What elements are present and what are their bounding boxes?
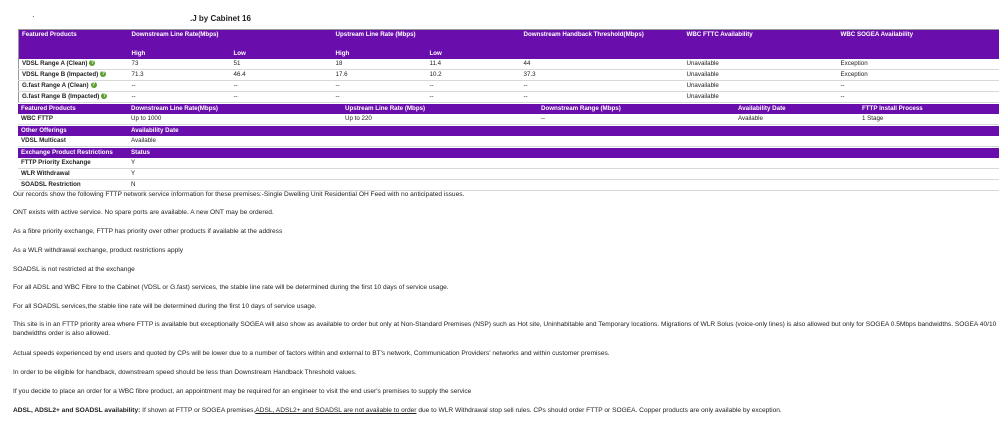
table-cell: Unavailable <box>684 81 838 92</box>
column-header: FTTP Install Process <box>859 104 999 114</box>
table-cell: 71.3 <box>129 70 231 81</box>
note-paragraph: This site is in an FTTP priority area where FTTP is available but exceptionally SOGEA will also show as available to order but only at Non-Standard Premises (NSP) such as Hot site, Uninhabitable and Temporary locations. Migrations of WLR Solus (voice-only lines) is also allowed but only for SOGEA 0.5Mbps bandwidths. SOGEA 40/10 bandwidths order is also allowed. <box>13 321 997 337</box>
column-header: Status <box>128 148 999 158</box>
other-offerings-header <box>18 126 999 136</box>
note-paragraph: If you decide to place an order for a WBC fibre product, an appointment may be required for an engineer to visit the end user's premises to supply the service <box>13 388 472 395</box>
column-header: Upstream Line Rate (Mbps) <box>342 104 538 114</box>
table-cell: Y <box>128 158 999 169</box>
table-cell: N <box>128 180 999 191</box>
table-cell: 1 Stage <box>859 114 999 125</box>
table-cell: -- <box>521 92 684 103</box>
table-cell: 11.4 <box>427 59 521 70</box>
note-paragraph: SOADSL is not restricted at the exchange <box>13 266 135 273</box>
table-cell: -- <box>838 92 999 103</box>
note-paragraph: Our records show the following FTTP network service information for these premises:-Single Dwelling Unit Residential OH Feed with no anticipated issues. <box>13 191 465 198</box>
subheader-cell <box>521 49 684 59</box>
table-cell: 37.3 <box>521 70 684 81</box>
table-row <box>18 169 999 180</box>
product-name: VDSL Range B (Impacted) <box>22 71 99 78</box>
column-header: Featured Products <box>18 104 128 114</box>
restrictions-table <box>18 148 999 191</box>
table-cell: -- <box>129 81 231 92</box>
table-cell: Exception <box>838 59 999 70</box>
table-cell: Unavailable <box>684 59 838 70</box>
info-circle-icon[interactable]: ? <box>101 71 105 78</box>
table-row <box>18 158 999 169</box>
note-paragraph: As a WLR withdrawal exchange, product restrictions apply <box>13 247 184 254</box>
column-header: Other Offerings <box>18 126 128 136</box>
subheader-cell <box>684 49 838 59</box>
column-header: Downstream Line Rate(Mbps) <box>128 104 342 114</box>
subheader-cell: High <box>129 49 231 59</box>
info-circle-icon[interactable]: ? <box>102 93 106 100</box>
page-title: .J by Cabinet 16 <box>190 14 251 23</box>
column-header: Upstream Line Rate (Mbps) <box>333 30 427 50</box>
product-name: VDSL Range A (Clean) <box>22 60 88 67</box>
table-cell: 10.2 <box>427 70 521 81</box>
table-cell: -- <box>521 81 684 92</box>
products-table-header <box>19 30 999 50</box>
table-cell: WBC FTTP <box>18 114 128 125</box>
table-row <box>18 136 999 147</box>
table-cell: FTTP Priority Exchange <box>18 158 128 169</box>
table-cell: -- <box>427 92 521 103</box>
table-row <box>19 92 999 103</box>
subheader-cell <box>19 49 129 59</box>
column-header: WBC FTTC Availability <box>684 30 838 50</box>
table-row <box>19 81 999 92</box>
table-cell: -- <box>333 81 427 92</box>
table-cell: -- <box>427 81 521 92</box>
note-paragraph: As a fibre priority exchange, FTTP has priority over other products if available at the address <box>13 228 283 235</box>
subheader-cell: Low <box>427 49 521 59</box>
table-cell: -- <box>333 92 427 103</box>
subheader-cell <box>838 49 999 59</box>
info-circle-icon[interactable]: ? <box>92 82 96 89</box>
table-cell: -- <box>231 81 333 92</box>
table-cell: 18 <box>333 59 427 70</box>
table-cell: Available <box>128 136 999 147</box>
table-cell: 46.4 <box>231 70 333 81</box>
column-header: Downstream Line Rate(Mbps) <box>129 30 231 50</box>
table-cell: 73 <box>129 59 231 70</box>
note-paragraph: For all ADSL and WBC Fibre to the Cabinet (VDSL or G.fast) services, the stable line rate will be determined during the first 10 days of service usage. <box>13 284 449 291</box>
column-header <box>231 30 333 50</box>
table-cell: Unavailable <box>684 70 838 81</box>
subheader-cell: Low <box>231 49 333 59</box>
adsl-availability-note: ADSL, ADSL2+ and SOADSL availability: If shown at FTTP or SOGEA premises,ADSL, ADSL2+ and SOADSL are not available to order due to WLR Withdrawal stop sell rules. CPs should order FTTP or SOGEA. Copper products are only available by exception. <box>13 407 782 414</box>
column-header: Downstream Handback Threshold(Mbps) <box>521 30 684 50</box>
product-name: G.fast Range B (Impacted) <box>22 93 100 100</box>
table-row <box>18 114 999 125</box>
table-cell: -- <box>231 92 333 103</box>
table-cell: 17.6 <box>333 70 427 81</box>
note-paragraph: ONT exists with active service. No spare ports are available. A new ONT may be ordered. <box>13 209 274 216</box>
fttp-table-header <box>18 104 999 114</box>
column-header: Downstream Range (Mbps) <box>538 104 735 114</box>
column-header <box>427 30 521 50</box>
table-cell: 44 <box>521 59 684 70</box>
table-row <box>19 70 999 81</box>
table-cell: Unavailable <box>684 92 838 103</box>
table-row <box>18 180 999 191</box>
fttp-table <box>18 104 999 125</box>
restrictions-header <box>18 148 999 158</box>
other-offerings-table <box>18 126 999 147</box>
table-cell: -- <box>538 114 735 125</box>
products-table <box>18 29 999 103</box>
note-paragraph: For all SOADSL services,the stable line rate will be determined during the first 10 days of service usage. <box>13 303 317 310</box>
column-header: Exchange Product Restrictions <box>18 148 128 158</box>
table-cell: SOADSL Restriction <box>18 180 128 191</box>
subheader-cell: High <box>333 49 427 59</box>
column-header: Featured Products <box>19 30 129 50</box>
table-cell: Exception <box>838 70 999 81</box>
column-header: Availability Date <box>735 104 859 114</box>
table-cell: Up to 220 <box>342 114 538 125</box>
table-cell: Y <box>128 169 999 180</box>
table-cell: 51 <box>231 59 333 70</box>
table-cell: -- <box>838 81 999 92</box>
info-circle-icon[interactable]: ? <box>90 60 94 67</box>
table-cell: WLR Withdrawal <box>18 169 128 180</box>
table-cell: Available <box>735 114 859 125</box>
table-cell: VDSL Multicast <box>18 136 128 147</box>
products-table-subheader <box>19 49 999 59</box>
note-paragraph: Actual speeds experienced by end users and quoted by CPs will be lower due to a number of factors within and external to BT's network, Communication Providers' networks and within customer premises. <box>13 350 610 357</box>
table-cell: Up to 1000 <box>128 114 342 125</box>
table-cell: -- <box>129 92 231 103</box>
column-header: WBC SOGEA Availability <box>838 30 999 50</box>
product-name: G.fast Range A (Clean) <box>22 82 89 89</box>
column-header: Availability Date <box>128 126 999 136</box>
note-paragraph: In order to be eligible for handback, downstream speed should be less than Downstream Handback Threshold values. <box>13 369 357 376</box>
table-row <box>19 59 999 70</box>
